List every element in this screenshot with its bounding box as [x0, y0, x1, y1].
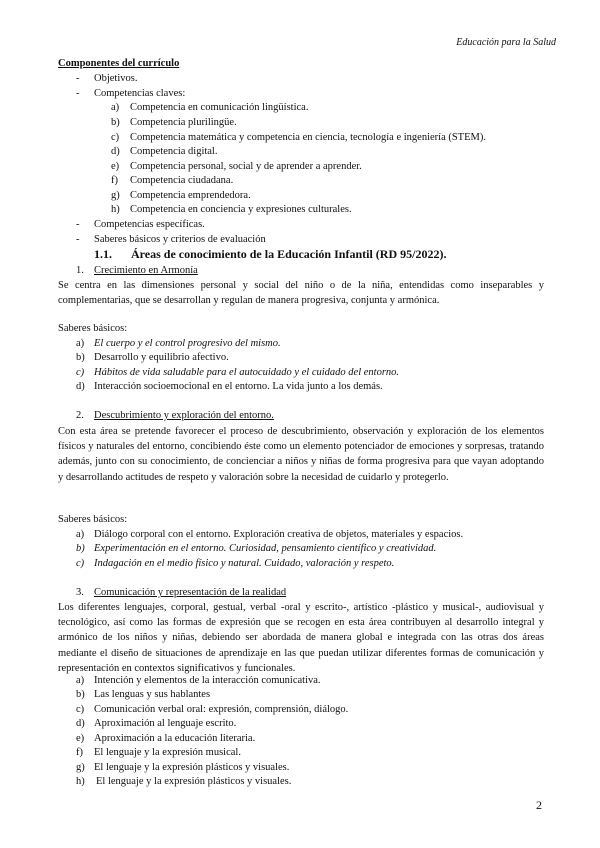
saber-item: Experimentación en el entorno. Curiosidad, pensamiento científico y creatividad. [94, 543, 437, 554]
competence-marker: a) [111, 102, 120, 113]
component-dash: - [76, 234, 80, 245]
area-title: Comunicación y representación de la realidad [94, 587, 287, 598]
component-item: Saberes básicos y criterios de evaluación [94, 234, 266, 245]
saber-marker: a) [76, 338, 85, 349]
area-number: 3. [76, 587, 84, 598]
content-item: Intención y elementos de la interacción comunicativa. [94, 675, 321, 686]
competence-item: Competencia digital. [130, 146, 218, 157]
content-marker: c) [76, 704, 85, 715]
competence-item: Competencia personal, social y de aprender a aprender. [130, 161, 362, 172]
saber-marker: b) [76, 352, 85, 363]
saberes-label: Saberes básicos: [58, 323, 128, 334]
area-description: Los diferentes lenguajes, corporal, gestual, verbal -oral y escrito-, artístico -plástico y musical-, audiovisual y tecnológico, así como las formas de expresión que se recogen en esta área contribuyen al desarrollo integral y armónico de los niños y niñas, debiendo ser abordada de manera global e integrada con las otras dos áreas mediante el diseño de situaciones de aprendizaje en las que puedan utilizar diferentes formas de comunicación y representación en contextos significativos y funcionales. [58, 602, 544, 674]
page-header: Educación para la Salud [456, 37, 556, 48]
saber-item: Desarrollo y equilibrio afectivo. [94, 352, 229, 363]
component-dash: - [76, 219, 80, 230]
competence-item: Competencia ciudadana. [130, 175, 234, 186]
competence-marker: g) [111, 190, 120, 201]
saberes-label: Saberes básicos: [58, 514, 128, 525]
area-description: Con esta área se pretende favorecer el proceso de descubrimiento, observación y exploración de los elementos físicos y naturales del entorno, concibiendo éste como un elemento potenciador de emociones y sorpresas, tratando además, junto con su conocimiento, de concienciar a niños y niñas de forma progresiva para que vayan adoptando y desarrollando actitudes de respeto y valoración sobre la necesidad de cuidarlo y protegerlo. [58, 426, 544, 483]
competence-item: Competencia matemática y competencia en ciencia, tecnología e ingeniería (STEM). [130, 132, 486, 143]
competence-marker: d) [111, 146, 120, 157]
content-item: Aproximación al lenguaje escrito. [94, 718, 237, 729]
competence-marker: b) [111, 117, 120, 128]
content-item: Aproximación a la educación literaria. [94, 733, 256, 744]
competence-item: Competencia plurilingüe. [130, 117, 237, 128]
content-marker: d) [76, 718, 85, 729]
competence-marker: f) [111, 175, 118, 186]
competence-item: Competencia en comunicación lingüística. [130, 102, 309, 113]
competence-item: Competencia en conciencia y expresiones culturales. [130, 204, 352, 215]
content-item: El lenguaje y la expresión plásticos y visuales. [94, 762, 290, 773]
saber-marker: c) [76, 367, 85, 378]
saber-marker: a) [76, 529, 85, 540]
component-dash: - [76, 88, 80, 99]
component-item: Objetivos. [94, 73, 138, 84]
content-marker: e) [76, 733, 85, 744]
content-marker: g) [76, 762, 85, 773]
curriculum-heading: Componentes del currículo [58, 58, 180, 69]
content-item: El lenguaje y la expresión musical. [94, 747, 241, 758]
competence-marker: h) [111, 204, 120, 215]
content-item: Comunicación verbal oral: expresión, comprensión, diálogo. [94, 704, 349, 715]
saber-item: Diálogo corporal con el entorno. Exploración creativa de objetos, materiales y espacios. [94, 529, 464, 540]
section-title: Áreas de conocimiento de la Educación Infantil (RD 95/2022). [131, 247, 447, 261]
section-number: 1.1. [94, 247, 112, 261]
competence-marker: c) [111, 132, 120, 143]
content-marker: a) [76, 675, 85, 686]
saber-item: Interacción socioemocional en el entorno. La vida junto a los demás. [94, 381, 383, 392]
area-number: 2. [76, 410, 84, 421]
saber-marker: c) [76, 558, 85, 569]
area-number: 1. [76, 265, 84, 276]
content-marker: b) [76, 689, 85, 700]
content-marker: f) [76, 747, 83, 758]
content-marker: h) [76, 776, 85, 787]
content-item: El lenguaje y la expresión plásticos y visuales. [96, 776, 292, 787]
content-item: Las lenguas y sus hablantes [94, 689, 211, 700]
saber-marker: b) [76, 543, 85, 554]
area-description: Se centra en las dimensiones personal y social del niño o de la niña, entendidas como inseparables y complementarias, que se desarrollan y regulan de manera progresiva, conjunta y armónica. [58, 280, 544, 307]
competence-item: Competencia emprendedora. [130, 190, 251, 201]
area-title: Descubrimiento y exploración del entorno. [94, 410, 274, 421]
component-dash: - [76, 73, 80, 84]
saber-item: Indagación en el medio físico y natural. Cuidado, valoración y respeto. [94, 558, 395, 569]
competence-marker: e) [111, 161, 120, 172]
page-number: 2 [536, 798, 542, 812]
component-item: Competencias claves: [94, 88, 186, 99]
saber-marker: d) [76, 381, 85, 392]
saber-item: Hábitos de vida saludable para el autocuidado y el cuidado del entorno. [94, 367, 400, 378]
area-title: Crecimiento en Armonía [94, 265, 198, 276]
saber-item: El cuerpo y el control progresivo del mismo. [94, 338, 281, 349]
component-item: Competencias específicas. [94, 219, 205, 230]
